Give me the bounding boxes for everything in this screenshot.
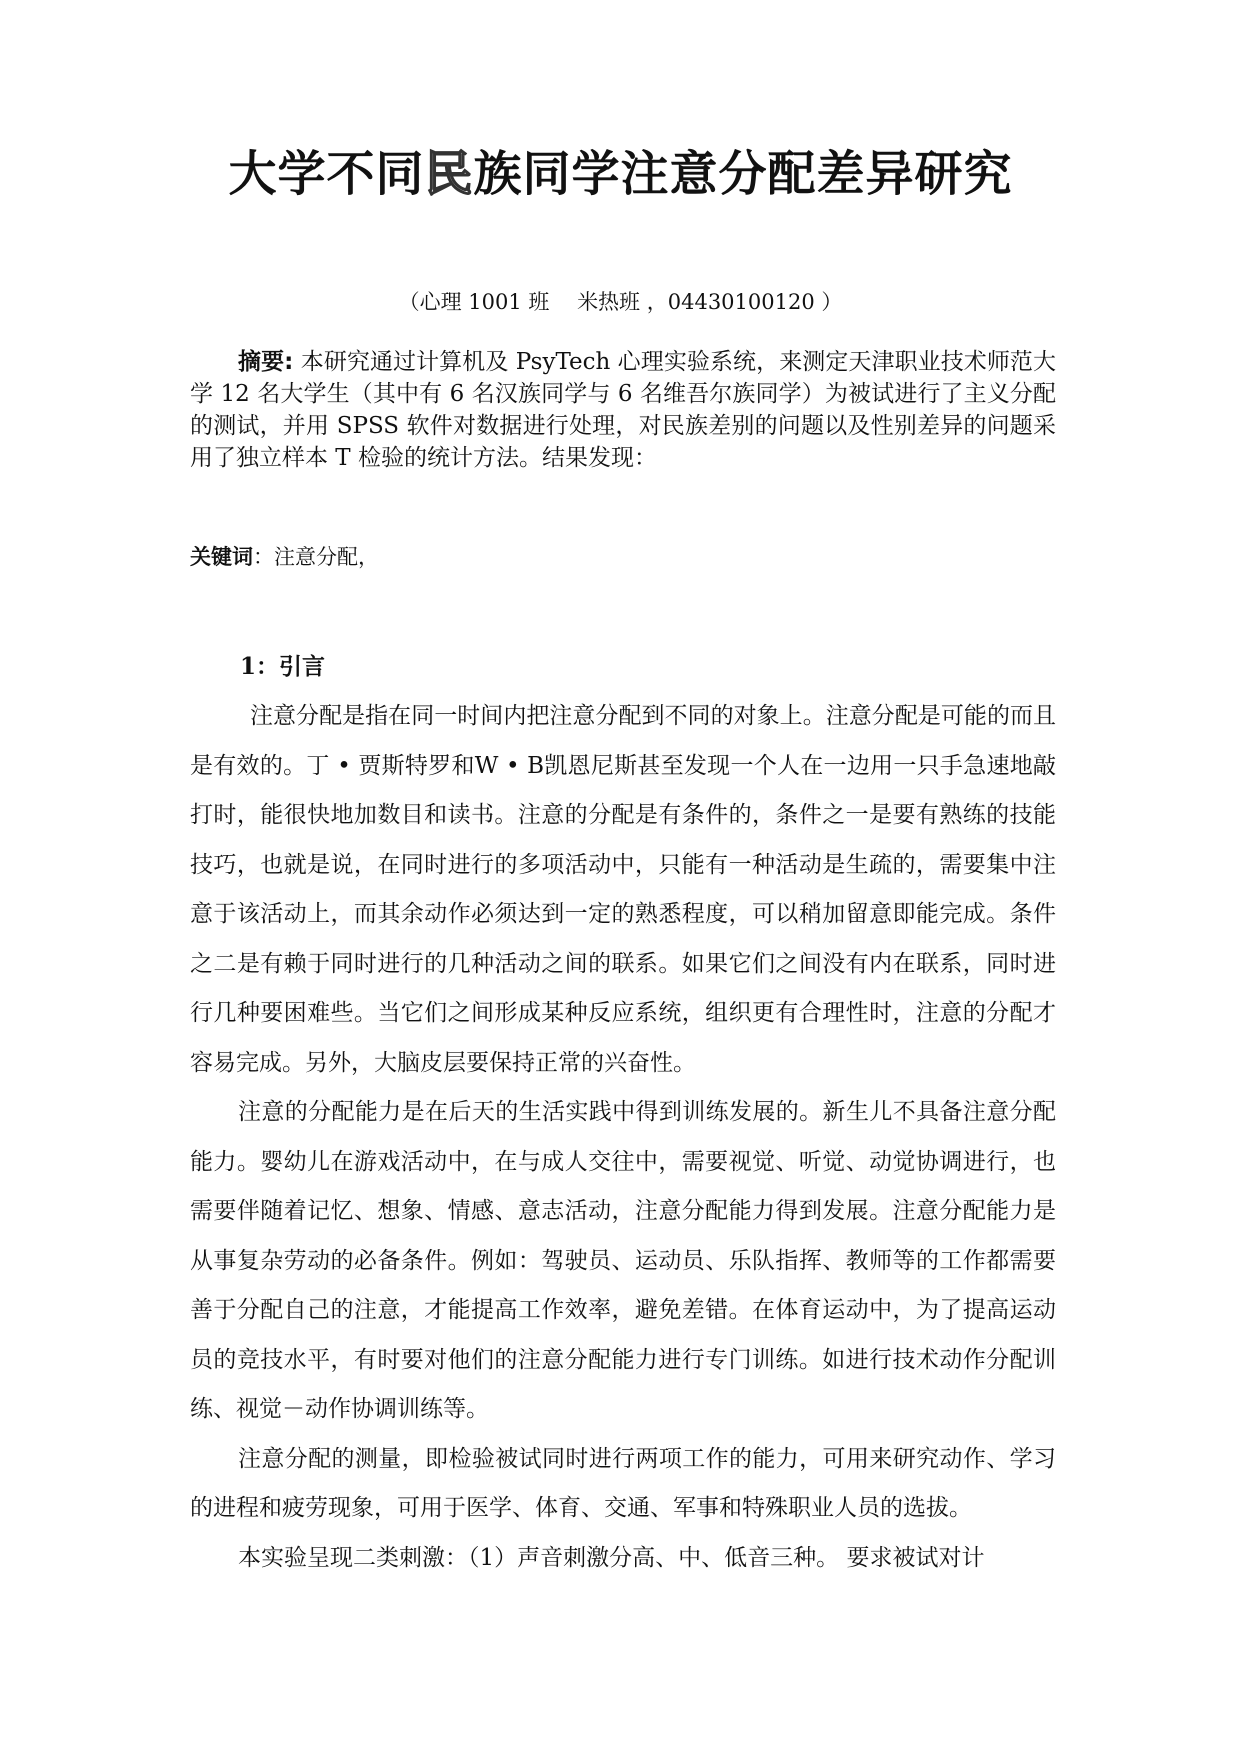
paragraph-1: 注意分配是指在同一时间内把注意分配到不同的对象上。注意分配是可能的而且是有效的。丁 • 贾斯特罗和W • B凯恩尼斯甚至发现一个人在一边用一只手急速地敲打时，能很快地加数目和读书。注意的分配是有条件的，条件之一是要有熟练的技能技巧，也就是说，在同时进行的多项活动中，只能有一种活动是生疏的，需要集中注意于该活动上，而其余动作必须达到一定的熟悉程度，可以稍加留意即能完成。条件之二是有赖于同时进行的几种活动之间的联系。如果它们之间没有内在联系，同时进行几种要困难些。当它们之间形成某种反应系统，组织更有合理性时，注意的分配才容易完成。另外，大脑皮层要保持正常的兴奋性。 xyxy=(190,703,1056,1076)
keywords-text: ：注意分配， xyxy=(253,545,379,569)
section-heading-introduction: 1：引言 xyxy=(240,653,326,680)
paragraph-3: 注意分配的测量，即检验被试同时进行两项工作的能力，可用来研究动作、学习的进程和疲劳现象，可用于医学、体育、交通、军事和特殊职业人员的选拔。 xyxy=(190,1445,1056,1521)
abstract xyxy=(190,346,1056,474)
author-line: （心理 1001 班 米热班 ，04430100120 ） xyxy=(398,290,843,314)
title-part-2: 族同学注意分配差异研究 xyxy=(473,146,1013,202)
abstract-label: 摘要: xyxy=(238,349,294,375)
paragraph-4: 本实验呈现二类刺激：（1）声音刺激分高、中、低音三种。 要求被试对计 xyxy=(238,1544,985,1571)
paragraph-2: 注意的分配能力是在后天的生活实践中得到训练发展的。新生儿不具备注意分配能力。婴幼儿在游戏活动中，在与成人交往中，需要视觉、听觉、动觉协调进行，也需要伴随着记忆、想象、情感、意志活动，注意分配能力得到发展。注意分配能力是从事复杂劳动的必备条件。例如：驾驶员、运动员、乐队指挥、教师等的工作都需要善于分配自己的注意，才能提高工作效率，避免差错。在体育运动中，为了提高运动员的竞技水平，有时要对他们的注意分配能力进行专门训练。如进行技术动作分配训练、视觉－动作协调训练等。 xyxy=(190,1099,1056,1422)
title-part-1: 大学不同 xyxy=(228,146,425,202)
title-outlined-char: 民 xyxy=(424,146,474,202)
paper-title xyxy=(0,135,1241,204)
keywords xyxy=(190,541,379,571)
body-text xyxy=(190,692,1056,1583)
keywords-label: 关键词 xyxy=(190,545,253,569)
abstract-text: 本研究通过计算机及 PsyTech 心理实验系统，来测定天津职业技术师范大学 12 名大学生（其中有 6 名汉族同学与 6 名维吾尔族同学）为被试进行了主义分配的测试，并用 SPSS 软件对数据进行处理，对民族差别的问题以及性别差异的问题采用了独立样本 T 检验的统计方法。结果发现： xyxy=(190,349,1057,471)
